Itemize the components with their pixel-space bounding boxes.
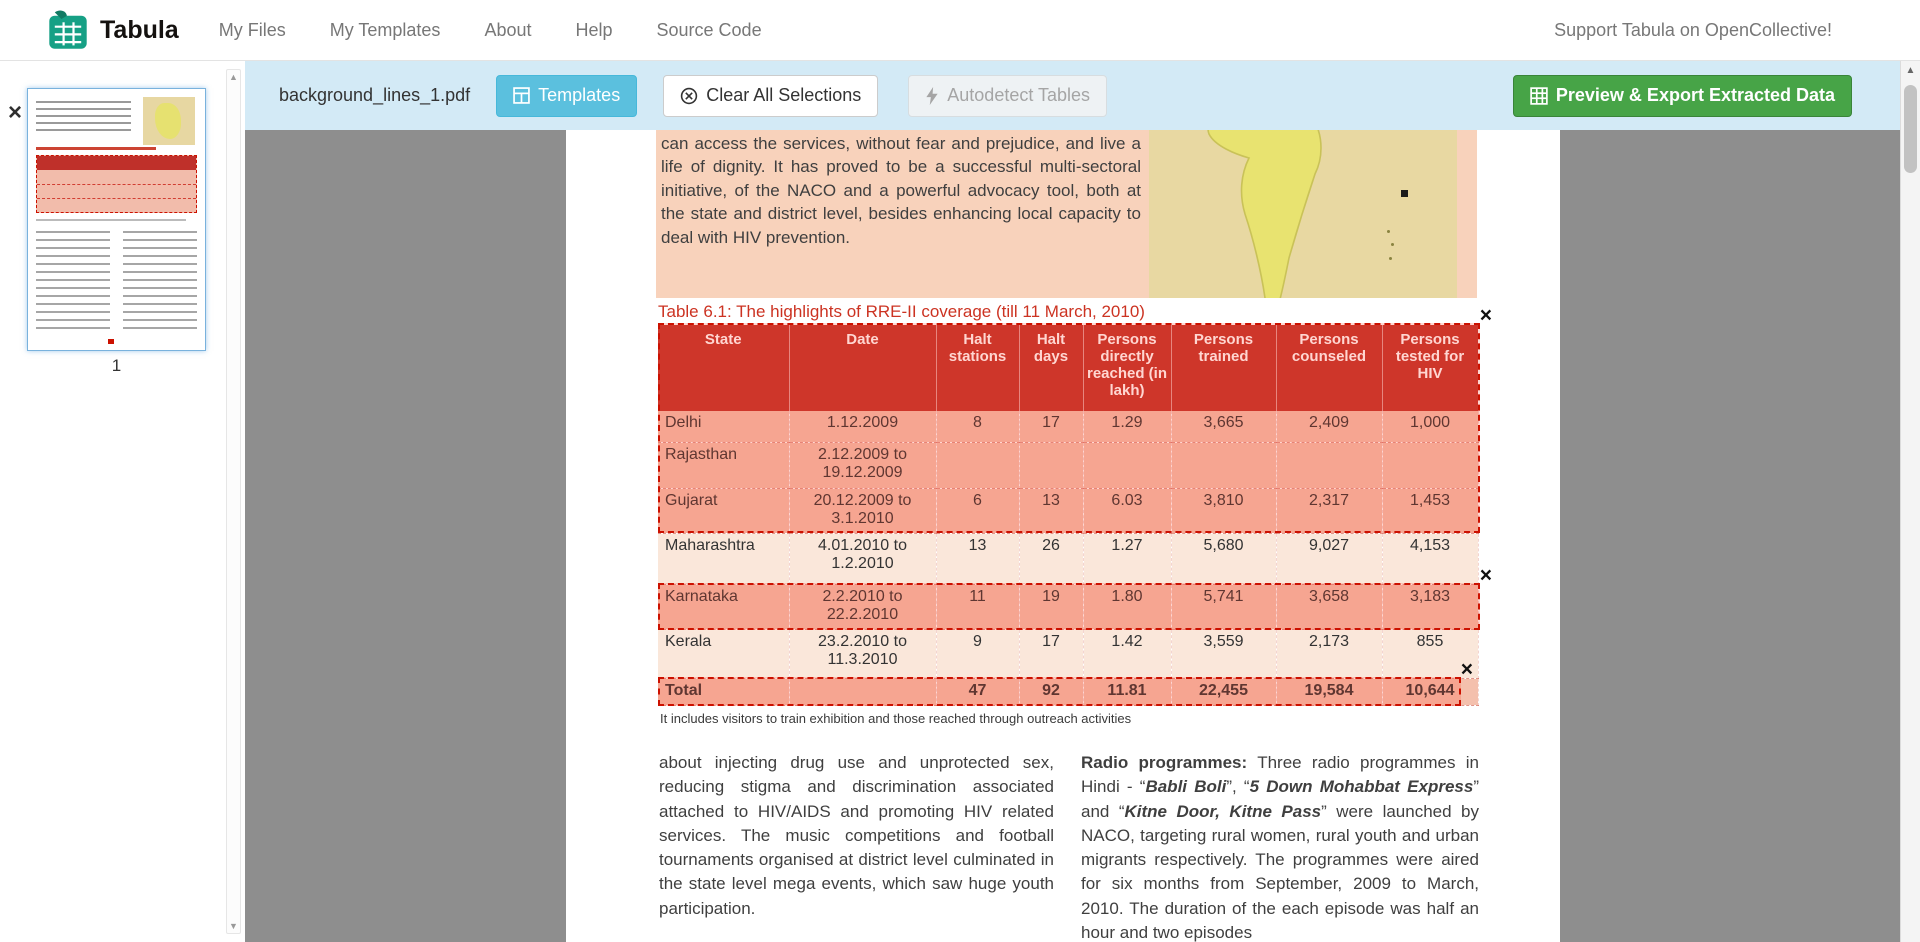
- templates-button[interactable]: [496, 75, 637, 117]
- toolbar: [245, 61, 1920, 130]
- table-cell: 26: [1019, 533, 1083, 584]
- main-scrollbar[interactable]: [1900, 61, 1920, 942]
- table-cell: 9: [936, 629, 1019, 678]
- column-header: Persons trained: [1171, 325, 1276, 411]
- right-text-column: Radio programmes: Three radio programmes in Hindi - “Babli Boli”, “5 Down Mohabbat Express” and “Kitne Door, Kitne Pass” were launched by NACO, targeting rural women, rural youth and urban migrants respectively. The programmes were aired for six months from September, 2009 to March, 2010. The duration of the each episode was half an hour and two episodes: [1081, 753, 1480, 942]
- table-cell: 855: [1382, 629, 1478, 678]
- autodetect-tables-label: Autodetect Tables: [947, 85, 1091, 105]
- column-header: State: [658, 325, 789, 411]
- table-cell: 2,317: [1276, 488, 1382, 533]
- table-cell: 2,173: [1276, 629, 1382, 678]
- table-cell: 9,027: [1276, 533, 1382, 584]
- table-cell: 6.03: [1083, 488, 1171, 533]
- scroll-up-icon[interactable]: ▲: [1905, 65, 1916, 76]
- support-link[interactable]: Support Tabula on OpenCollective!: [1554, 19, 1832, 40]
- clear-selections-button[interactable]: [663, 75, 878, 117]
- table-cell: 6: [936, 488, 1019, 533]
- table-cell: 2.12.2009 to 19.12.2009: [789, 442, 936, 488]
- close-icon[interactable]: ×: [8, 99, 23, 126]
- table-cell: 1.80: [1083, 584, 1171, 629]
- lightning-icon: [925, 87, 939, 105]
- table-cell: 17: [1019, 629, 1083, 678]
- table-cell: 5,680: [1171, 533, 1276, 584]
- column-header: Halt stations: [936, 325, 1019, 411]
- table-cell: Maharashtra: [658, 533, 789, 584]
- navbar: [0, 0, 1920, 61]
- templates-icon: [513, 87, 530, 104]
- export-button[interactable]: [1513, 75, 1852, 117]
- export-button-label: Preview & Export Extracted Data: [1555, 85, 1835, 105]
- table-cell: 2,409: [1276, 411, 1382, 442]
- table-cell: 3,665: [1171, 411, 1276, 442]
- tabula-logo: [46, 8, 90, 52]
- remove-selection-button[interactable]: ×: [1479, 304, 1492, 327]
- remove-selection-button[interactable]: ×: [1479, 564, 1492, 587]
- table-cell: 11: [936, 584, 1019, 629]
- india-map: [1149, 130, 1457, 298]
- table-cell: 4.01.2010 to 1.2.2010: [789, 533, 936, 584]
- map-legend-marker: [1401, 190, 1408, 197]
- column-header: Halt days: [1019, 325, 1083, 411]
- thumb-right-column-lines: [123, 231, 197, 335]
- remove-selection-button[interactable]: ×: [1460, 658, 1473, 681]
- table-cell: Total: [658, 678, 789, 705]
- table-title: Table 6.1: The highlights of RRE-II coverage (till 11 March, 2010): [658, 302, 1145, 321]
- table-cell: 1.42: [1083, 629, 1171, 678]
- pdf-page: [566, 130, 1560, 942]
- nav-my-files[interactable]: My Files: [218, 19, 286, 40]
- left-text-column: about injecting drug use and unprotected sex, reducing stigma and discrimination associated attached to HIV/AIDS and promoting HIV related services. The music competitions and football tournaments organised at district level culminated in the state level mega events, which saw huge youth participation.: [659, 753, 1054, 918]
- column-header: Persons tested for HIV: [1382, 325, 1478, 411]
- clear-icon: [680, 87, 698, 105]
- templates-button-label: Templates: [538, 85, 621, 105]
- column-header: Persons counseled: [1276, 325, 1382, 411]
- table-footnote: It includes visitors to train exhibition and those reached through outreach activities: [660, 711, 1132, 726]
- scrollbar-thumb[interactable]: [1904, 85, 1917, 173]
- table-cell: Karnataka: [658, 584, 789, 629]
- sidebar-scrollbar[interactable]: [226, 69, 241, 934]
- table-cell: 11.81: [1083, 678, 1171, 705]
- selection-box[interactable]: [658, 564, 1492, 630]
- clear-selections-label: Clear All Selections: [706, 85, 862, 105]
- thumb-table-header: [37, 156, 196, 170]
- thumb-selection-marker: [108, 339, 114, 344]
- thumb-table-title: [36, 147, 156, 150]
- main-area: [245, 61, 1920, 942]
- selection-box[interactable]: [658, 658, 1473, 706]
- table-cell: 1.27: [1083, 533, 1171, 584]
- column-header: Date: [789, 325, 936, 411]
- table-cell: 20.12.2009 to 3.1.2010: [789, 488, 936, 533]
- table-cell: 47: [936, 678, 1019, 705]
- table-row: [658, 533, 1478, 584]
- table-cell: 3,183: [1382, 584, 1478, 629]
- table-cell: 1.12.2009: [789, 411, 936, 442]
- table-cell: 13: [936, 533, 1019, 584]
- table-cell: Rajasthan: [658, 442, 789, 488]
- table-cell: 3,658: [1276, 584, 1382, 629]
- page-thumbnail[interactable]: [27, 88, 206, 351]
- nav-source-code[interactable]: Source Code: [656, 19, 762, 40]
- table-cell: 2.2.2010 to 22.2.2010: [789, 584, 936, 629]
- table-cell: Delhi: [658, 411, 789, 442]
- thumb-paragraph-lines: [36, 101, 131, 135]
- table-cell: 17: [1019, 411, 1083, 442]
- table-cell: Kerala: [658, 629, 789, 678]
- table-cell: 5,741: [1171, 584, 1276, 629]
- table-cell: 92: [1019, 678, 1083, 705]
- table-cell: 19: [1019, 584, 1083, 629]
- thumb-footnote-line: [36, 219, 186, 221]
- scroll-down-icon[interactable]: ▼: [229, 921, 238, 931]
- table-cell: Gujarat: [658, 488, 789, 533]
- thumb-map: [143, 97, 195, 145]
- column-header: Persons directly reached (in lakh): [1083, 325, 1171, 411]
- table-cell: 1,000: [1382, 411, 1478, 442]
- brand-name[interactable]: Tabula: [100, 15, 179, 44]
- filename: background_lines_1.pdf: [279, 85, 471, 105]
- thumb-left-column-lines: [36, 231, 110, 335]
- table-cell: 1,453: [1382, 488, 1478, 533]
- table-cell: 4,153: [1382, 533, 1478, 584]
- table-cell: 19,584: [1276, 678, 1382, 705]
- document-viewer[interactable]: [245, 130, 1920, 942]
- table-cell: 23.2.2010 to 11.3.2010: [789, 629, 936, 678]
- export-table-icon: [1530, 87, 1548, 105]
- table-cell: 13: [1019, 488, 1083, 533]
- sidebar: [0, 61, 245, 942]
- table-cell: 10,644: [1382, 678, 1478, 705]
- table-cell: 8: [936, 411, 1019, 442]
- table-cell: 3,810: [1171, 488, 1276, 533]
- scroll-up-icon[interactable]: ▲: [229, 72, 238, 82]
- nav-about[interactable]: About: [484, 19, 532, 40]
- nav-help[interactable]: Help: [575, 19, 613, 40]
- autodetect-tables-button[interactable]: [908, 75, 1107, 117]
- intro-paragraph: can access the services, without fear and prejudice, and live a life of dignity. It has proved to be a successful multi-sectoral initiative, of the NACO and a powerful advocacy tool, both at the state and district level, besides enhancing local capacity to deal with HIV prevention.: [661, 134, 1141, 247]
- table-row: [658, 629, 1478, 678]
- table-cell: 3,559: [1171, 629, 1276, 678]
- nav-my-templates[interactable]: My Templates: [329, 19, 441, 40]
- thumbnail-page-number: 1: [111, 356, 122, 375]
- thumb-table: [36, 155, 197, 213]
- table-cell: 1.29: [1083, 411, 1171, 442]
- table-cell: 22,455: [1171, 678, 1276, 705]
